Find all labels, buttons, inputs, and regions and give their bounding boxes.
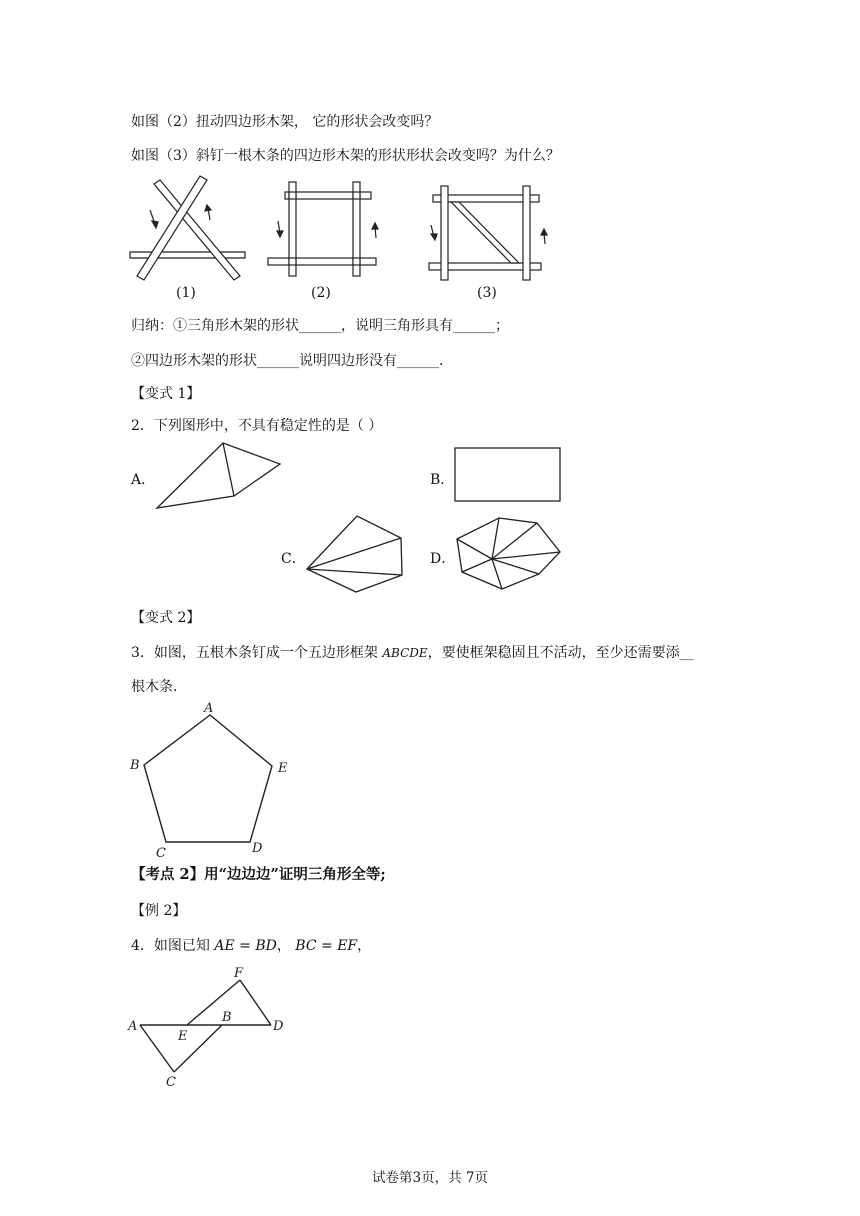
pentagon-name: ABCDE: [382, 646, 428, 660]
pentagon-label-d: D: [252, 841, 263, 856]
variant2-question: [131, 644, 694, 662]
triangle-label-e: E: [178, 1029, 188, 1044]
example2-question: [131, 937, 371, 955]
option-a-label: A．: [131, 472, 156, 488]
option-c-figure: [302, 511, 410, 597]
fig1-label: (1): [176, 285, 196, 301]
wooden-triangle-figure: [128, 172, 248, 282]
option-a-figure: [150, 436, 290, 516]
q1-line-fig3: 如图（3）斜钉一根木条的四边形木架的形状形状会改变吗？为什么？: [131, 148, 560, 164]
page-footer: 试卷第3页，共 7页: [372, 1170, 488, 1186]
variant2-heading: 【变式 2】: [131, 610, 201, 626]
option-c-label: C．: [281, 551, 306, 567]
congruent-triangles-figure: [126, 962, 296, 1092]
triangle-label-d: D: [273, 1019, 284, 1034]
option-b-label: B．: [430, 472, 455, 488]
triangle-label-f: F: [234, 966, 244, 981]
triangle-label-c: C: [166, 1075, 176, 1090]
q1-line-fig2: 如图（2）扭动四边形木架， 它的形状会改变吗？: [131, 114, 439, 130]
fig3-label: (3): [477, 285, 497, 301]
triangle-label-a: A: [128, 1019, 138, 1034]
triangle-label-b: B: [222, 1010, 232, 1025]
condition-separator: ，: [276, 938, 296, 954]
pentagon-label-a: A: [204, 701, 214, 716]
variant2-question-post: ，要使框架稳固且不活动，至少还需要添__: [427, 645, 694, 661]
condition-bc-ef: BC = EF: [295, 938, 358, 954]
braced-quadrilateral-figure: [427, 182, 557, 282]
variant2-question-pre: 3．如图，五根木条钉成一个五边形框架: [131, 645, 383, 661]
option-d-figure: [452, 509, 564, 591]
pentagon-label-c: C: [156, 846, 166, 860]
condition-ae-bd: AE = BD: [214, 938, 277, 954]
fig2-label: (2): [311, 285, 331, 301]
option-b-figure: [452, 446, 564, 504]
kaodian2-heading: 【考点 2】用“边边边”证明三角形全等;: [131, 866, 386, 883]
variant1-question: 2．下列图形中，不具有稳定性的是（ ）: [131, 418, 383, 434]
variant1-heading: 【变式 1】: [131, 386, 201, 402]
variant2-question-cont: 根木条．: [131, 679, 187, 695]
q1-summary-2: ②四边形木架的形状______说明四边形没有______．: [131, 353, 453, 369]
example2-question-post: ，: [357, 938, 372, 954]
pentagon-figure: [126, 700, 306, 860]
example2-question-pre: 4．如图已知: [131, 938, 215, 954]
wooden-quadrilateral-figure: [265, 178, 390, 278]
example2-heading: 【例 2】: [131, 903, 187, 919]
option-d-label: D．: [430, 551, 456, 567]
pentagon-label-b: B: [130, 758, 140, 773]
pentagon-label-e: E: [278, 761, 288, 776]
q1-summary-1: 归纳：①三角形木架的形状______，说明三角形具有______；: [131, 318, 509, 334]
